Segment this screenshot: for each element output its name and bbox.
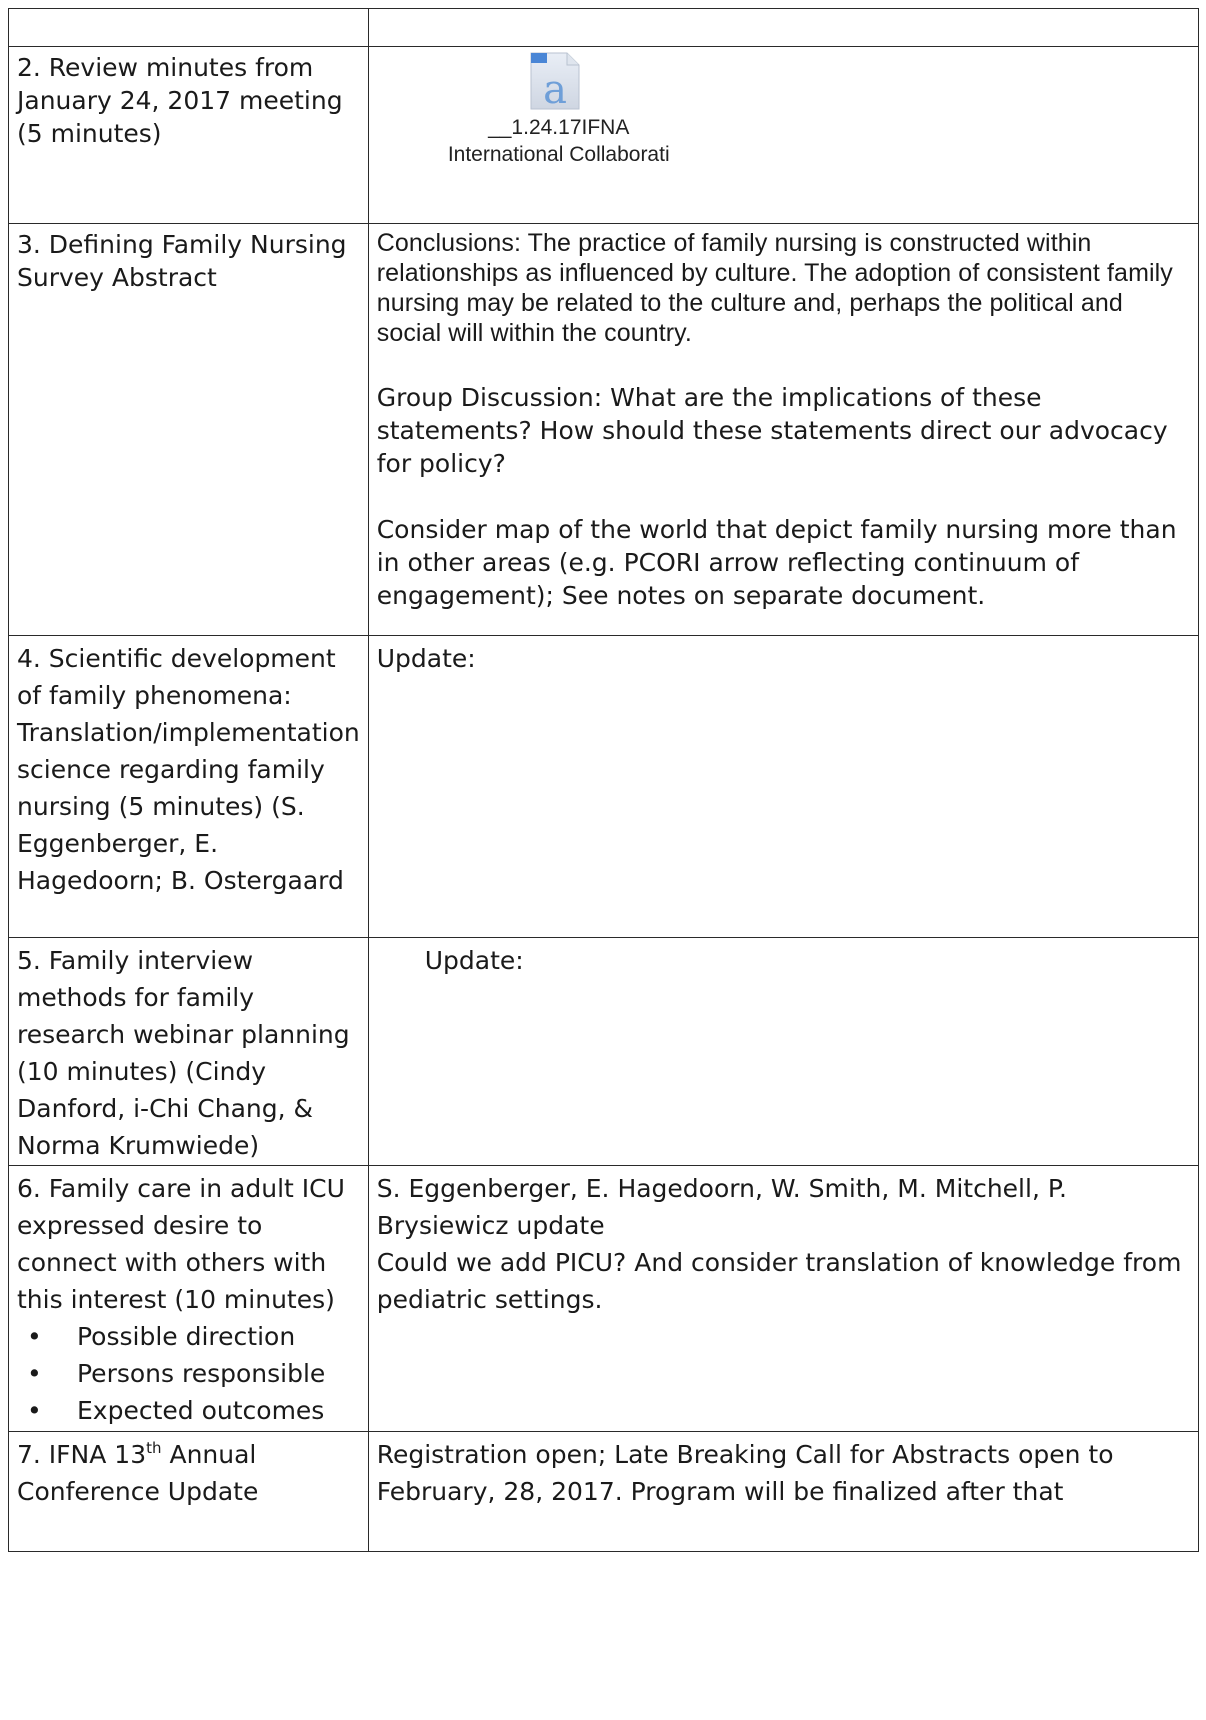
bullet-icon: •: [27, 1359, 42, 1388]
agenda-item-text: 6. Family care in adult ICU expressed desire to connect with others with this interest (10 minutes): [17, 1174, 345, 1314]
detail-cell: [368, 224, 1198, 636]
agenda-table: [8, 8, 1199, 1552]
bullet-icon: •: [27, 1396, 42, 1425]
table-row: [9, 9, 1199, 47]
agenda-item-text: 2. Review minutes from January 24, 2017 meeting (5 minutes): [17, 53, 343, 148]
agenda-item-text: 4. Scientific development of family phenomena: Translation/implementation science regarding family nursing (5 minutes) (S. Eggenberger, E. Hagedoorn; B. Ostergaard: [17, 644, 360, 895]
item-cell: [9, 938, 369, 1166]
table-row: [9, 1432, 1199, 1552]
item-cell: [9, 9, 369, 47]
update-label: Update:: [376, 644, 476, 673]
list-item: • Persons responsible: [17, 1355, 360, 1392]
conclusions-text: Conclusions: The practice of family nursing is constructed within relationships as influenced by culture. The adoption of consistent family nursing may be related to the culture and, perhaps the political and social will within the country.: [376, 229, 1173, 347]
attachment[interactable]: [369, 47, 1198, 223]
svg-text:a: a: [542, 67, 567, 111]
detail-cell: [368, 636, 1198, 938]
detail-cell: [368, 1432, 1198, 1552]
list-item: • Expected outcomes: [17, 1392, 360, 1429]
agenda-item-text: 3. Defining Family Nursing Survey Abstract: [17, 230, 347, 292]
bullet-list: [17, 1318, 360, 1429]
item-cell: [9, 47, 369, 224]
detail-cell: [368, 1166, 1198, 1432]
list-item: • Possible direction: [17, 1318, 360, 1355]
detail-cell: [368, 47, 1198, 224]
item-cell: [9, 1166, 369, 1432]
table-row: [9, 224, 1199, 636]
group-discussion-text: Group Discussion: What are the implications of these statements? How should these statements direct our advocacy for policy?: [376, 383, 1168, 478]
agenda-item-text: 5. Family interview methods for family research webinar planning (10 minutes) (Cindy Danford, i-Chi Chang, & Norma Krumwiede): [17, 946, 350, 1160]
item-cell: [9, 224, 369, 636]
agenda-item-text: 7. IFNA 13th Annual Conference Update: [17, 1439, 259, 1506]
picu-question-text: Could we add PICU? And consider translation of knowledge from pediatric settings.: [376, 1248, 1182, 1314]
item-cell: [9, 636, 369, 938]
detail-cell: [368, 9, 1198, 47]
table-row: [9, 938, 1199, 1166]
consider-text: Consider map of the world that depict family nursing more than in other areas (e.g. PCORI arrow reflecting continuum of engagement); See notes on separate document.: [376, 515, 1177, 610]
conference-update-text: Registration open; Late Breaking Call for Abstracts open to February, 28, 2017. Program will be finalized after that: [376, 1440, 1114, 1506]
attachment-caption[interactable]: __1.24.17IFNA International Collaborati: [447, 116, 670, 166]
update-label: Update:: [424, 946, 524, 975]
detail-cell: [368, 938, 1198, 1166]
document-icon[interactable]: [529, 51, 581, 111]
table-row: [9, 47, 1199, 224]
item-cell: [9, 1432, 369, 1552]
table-row: [9, 636, 1199, 938]
icu-update-text: S. Eggenberger, E. Hagedoorn, W. Smith, M. Mitchell, P. Brysiewicz update: [376, 1174, 1067, 1240]
table-row: [9, 1166, 1199, 1432]
bullet-icon: •: [27, 1322, 42, 1351]
